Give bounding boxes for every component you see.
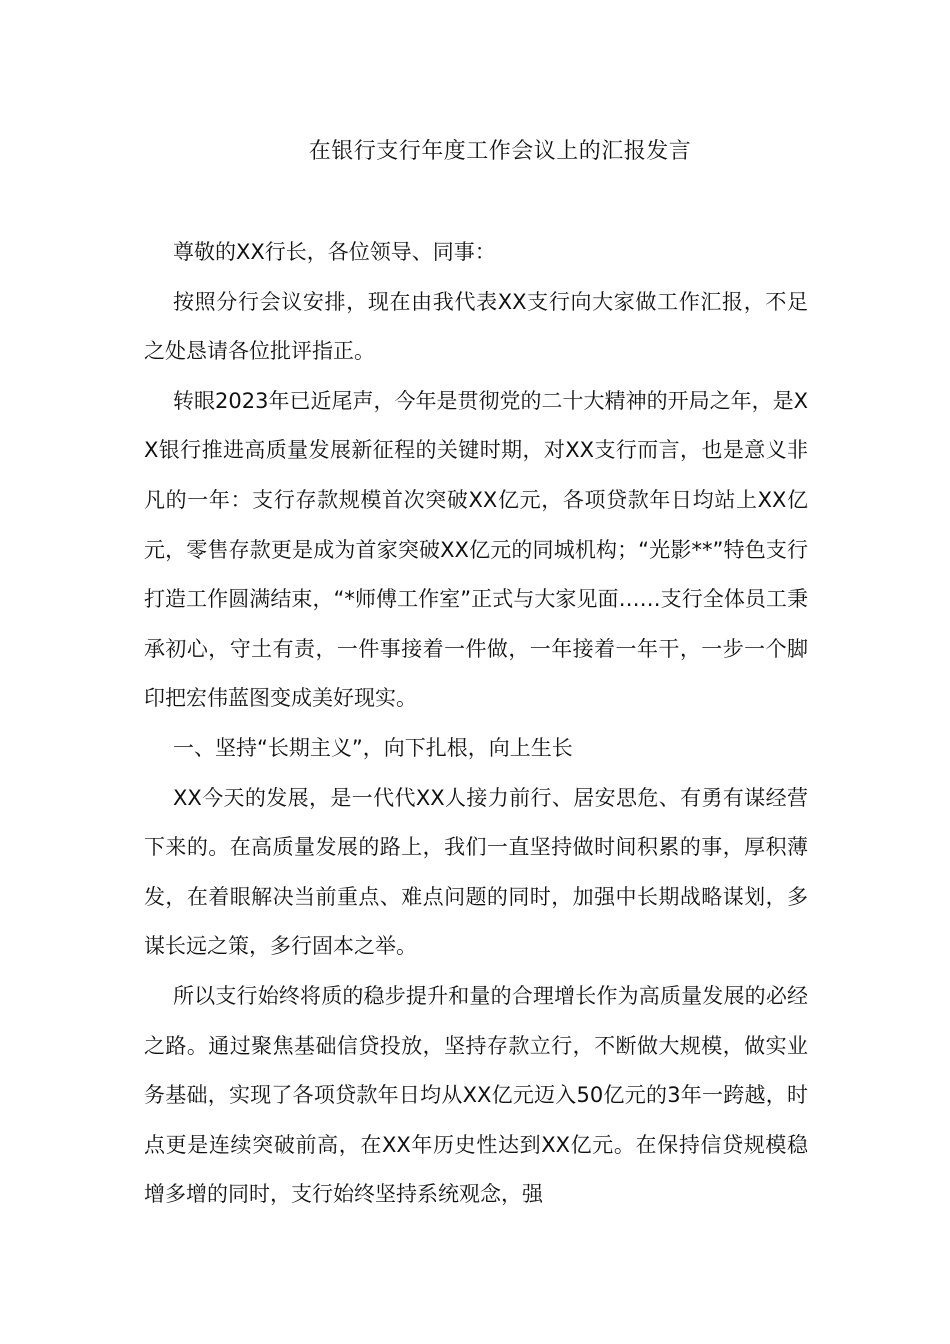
section-heading-one: 一、坚持“长期主义”，向下扎根，向上生长 bbox=[173, 735, 573, 760]
paragraph-development: XX今天的发展，是一代代XX人接力前行、居安思危、有勇有谋经营下来的。在高质量发展的路上，我们一直坚持做时间积累的事，厚积薄发，在着眼解决当前重点、难点问题的同时，加强中长期战略谋划，多谋长远之策，多行固本之举。 bbox=[144, 785, 808, 959]
document-title: 在银行支行年度工作会议上的汇报发言 bbox=[308, 139, 692, 164]
paragraph-year-review: 转眼2023年已近尾声，今年是贯彻党的二十大精神的开局之年，是XX银行推进高质量发展新征程的关键时期，对XX支行而言，也是意义非凡的一年：支行存款规模首次突破XX亿元，各项贷款年日均站上XX亿元，零售存款更是成为首家突破XX亿元的同城机构；“光影**”特色支行打造工作圆满结束，“*师傅工作室”正式与大家见面……支行全体员工秉承初心，守土有责，一件事接着一件做，一年接着一年干，一步一个脚印把宏伟蓝图变成美好现实。 bbox=[144, 388, 808, 711]
paragraph-intro: 按照分行会议安排，现在由我代表XX支行向大家做工作汇报，不足之处恳请各位批评指正。 bbox=[144, 289, 808, 364]
document-body bbox=[144, 228, 808, 1220]
paragraph-greeting: 尊敬的XX行长，各位领导、同事： bbox=[173, 240, 496, 264]
paragraph-growth: 所以支行始终将质的稳步提升和量的合理增长作为高质量发展的必经之路。通过聚焦基础信贷投放，坚持存款立行，不断做大规模，做实业务基础，实现了各项贷款年日均从XX亿元迈入50亿元的3年一跨越，时点更是连续突破前高，在XX年历史性达到XX亿元。在保持信贷规模稳增多增的同时，支行始终坚持系统观念，强 bbox=[144, 983, 808, 1207]
